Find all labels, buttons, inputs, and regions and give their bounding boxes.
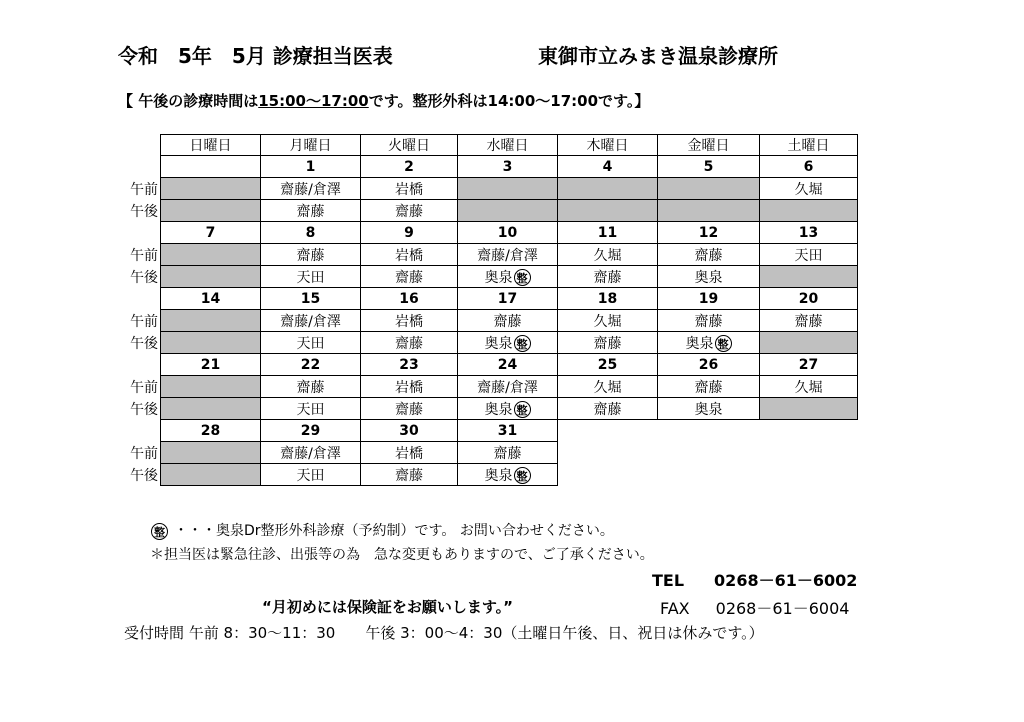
afternoon-hours-note — [118, 90, 649, 111]
fax-number: 0268－61－6004 — [715, 599, 850, 618]
doctor-cell — [261, 376, 361, 398]
doctor-cell — [361, 398, 458, 420]
date-cell: 15 — [261, 288, 361, 310]
orthopedic-marker-icon: 整 — [514, 467, 531, 484]
date-cell: 4 — [558, 156, 658, 178]
weekday-header: 日曜日 — [161, 135, 261, 156]
doctor-name: 齋藤 — [395, 467, 423, 484]
pm-label: 午後 — [130, 269, 158, 286]
date-cell: 10 — [458, 222, 558, 244]
doctor-cell — [658, 178, 760, 200]
pm-row — [116, 398, 858, 420]
date-cell: 7 — [161, 222, 261, 244]
doctor-cell — [261, 200, 361, 222]
doctor-name: 齋藤 — [593, 401, 622, 418]
date-cell: 19 — [658, 288, 760, 310]
weekday-header: 火曜日 — [361, 135, 458, 156]
date-cell: 2 — [361, 156, 458, 178]
doctor-name: 齋藤 — [493, 445, 522, 462]
empty-cell — [558, 464, 658, 486]
doctor-cell — [458, 310, 558, 332]
doctor-cell — [658, 244, 760, 266]
orthopedic-marker-icon: 整 — [151, 523, 168, 540]
insurance-card-note: “月初めには保険証をお願いします。” — [262, 598, 514, 616]
empty-cell — [658, 442, 760, 464]
pm-label: 午後 — [130, 467, 158, 484]
pm-label: 午後 — [130, 203, 158, 220]
doctor-name: 天田 — [296, 335, 325, 352]
date-cell: 12 — [658, 222, 760, 244]
doctor-name: 奥泉 — [484, 401, 513, 418]
date-row-spacer — [116, 222, 161, 244]
pm-label: 午後 — [130, 335, 158, 352]
doctor-name: 天田 — [296, 269, 325, 286]
doctor-cell — [760, 398, 858, 420]
doctor-name: 久堀 — [794, 379, 823, 396]
empty-cell — [658, 420, 760, 442]
weekday-header: 木曜日 — [558, 135, 658, 156]
doctor-cell — [161, 266, 261, 288]
doctor-cell — [161, 178, 261, 200]
am-label: 午前 — [130, 247, 158, 264]
reception-hours: 受付時間 午前 8：30～11：30 午後 3：00～4：30（土曜日午後、日、祝日は休みです。） — [124, 624, 764, 642]
pm-row — [116, 332, 858, 354]
doctor-name: 齋藤 — [694, 379, 723, 396]
doctor-cell — [261, 464, 361, 486]
doctor-cell — [161, 244, 261, 266]
doctor-name: 天田 — [296, 467, 325, 484]
doctor-cell — [361, 332, 458, 354]
doctor-name: 奥泉 — [484, 467, 513, 484]
date-cell: 26 — [658, 354, 760, 376]
doctor-name: 齋藤/倉澤 — [280, 181, 341, 198]
doctor-name: 齋藤 — [296, 203, 325, 220]
doctor-cell — [161, 200, 261, 222]
doctor-name: 岩橋 — [395, 247, 423, 264]
date-cell: 30 — [361, 420, 458, 442]
doctor-cell — [760, 310, 858, 332]
doctor-cell — [658, 200, 760, 222]
empty-cell — [760, 442, 858, 464]
doctor-cell — [558, 376, 658, 398]
schedule-table — [116, 134, 858, 486]
am-label: 午前 — [130, 313, 158, 330]
doctor-cell — [558, 178, 658, 200]
empty-cell — [658, 464, 760, 486]
doctor-name: 齋藤/倉澤 — [477, 247, 538, 264]
doctor-cell — [760, 244, 858, 266]
am-row — [116, 178, 858, 200]
doctor-cell — [261, 398, 361, 420]
orthopedic-marker-icon: 整 — [514, 269, 531, 286]
doctor-cell — [558, 200, 658, 222]
date-cell: 31 — [458, 420, 558, 442]
doctor-cell — [558, 266, 658, 288]
date-cell: 29 — [261, 420, 361, 442]
am-label: 午前 — [130, 379, 158, 396]
date-cell: 8 — [261, 222, 361, 244]
doctor-name: 天田 — [296, 401, 325, 418]
hours-prefix: 【 午後の診療時間は — [118, 92, 259, 110]
date-cell: 27 — [760, 354, 858, 376]
doctor-cell — [261, 332, 361, 354]
date-cell: 1 — [261, 156, 361, 178]
doctor-name: 齋藤 — [296, 247, 325, 264]
empty-cell — [558, 420, 658, 442]
doctor-cell — [161, 310, 261, 332]
doctor-cell — [261, 266, 361, 288]
doctor-cell — [361, 200, 458, 222]
doctor-cell — [161, 376, 261, 398]
doctor-cell — [558, 244, 658, 266]
empty-cell — [760, 464, 858, 486]
weekday-header: 水曜日 — [458, 135, 558, 156]
doctor-cell — [658, 398, 760, 420]
orthopedic-marker-icon: 整 — [514, 401, 531, 418]
tel-number: 0268－61－6002 — [714, 571, 858, 590]
header-spacer — [116, 135, 161, 156]
doctor-name: 久堀 — [593, 247, 622, 264]
date-row — [116, 420, 858, 442]
weekday-header: 金曜日 — [658, 135, 760, 156]
change-notice: ＊担当医は緊急往診、出張等の為 急な変更もありますので、ご了承ください。 — [150, 547, 654, 563]
doctor-name: 久堀 — [794, 181, 823, 198]
pm-row — [116, 464, 858, 486]
doctor-cell — [458, 266, 558, 288]
doctor-cell — [760, 200, 858, 222]
doctor-name: 奥泉 — [685, 335, 714, 352]
date-cell: 17 — [458, 288, 558, 310]
hours-suffix: です。整形外科は14:00～17:00です。】 — [368, 92, 650, 110]
doctor-name: 齋藤 — [296, 379, 325, 396]
am-label: 午前 — [130, 445, 158, 462]
doctor-cell — [760, 332, 858, 354]
doctor-cell — [658, 310, 760, 332]
am-label: 午前 — [130, 181, 158, 198]
doctor-name: 齋藤/倉澤 — [280, 313, 341, 330]
date-cell: 25 — [558, 354, 658, 376]
orthopedic-marker-icon: 整 — [514, 335, 531, 352]
doctor-name: 天田 — [794, 247, 823, 264]
empty-cell — [760, 420, 858, 442]
date-cell: 23 — [361, 354, 458, 376]
doctor-cell — [261, 442, 361, 464]
tel-line — [652, 568, 857, 591]
doctor-name: 岩橋 — [395, 445, 423, 462]
date-cell: 14 — [161, 288, 261, 310]
doctor-cell — [361, 244, 458, 266]
doctor-cell — [458, 244, 558, 266]
doctor-name: 奥泉 — [694, 269, 723, 286]
date-cell: 18 — [558, 288, 658, 310]
pm-row — [116, 200, 858, 222]
doctor-cell — [760, 178, 858, 200]
doctor-cell — [658, 376, 760, 398]
doctor-cell — [161, 398, 261, 420]
date-row-spacer — [116, 354, 161, 376]
doctor-cell — [458, 464, 558, 486]
doctor-cell — [458, 376, 558, 398]
date-row — [116, 354, 858, 376]
date-cell: 3 — [458, 156, 558, 178]
doctor-cell — [361, 266, 458, 288]
doctor-name: 久堀 — [593, 379, 622, 396]
fax-line — [660, 596, 849, 619]
date-row-spacer — [116, 288, 161, 310]
doctor-cell — [261, 244, 361, 266]
weekday-header-row — [116, 135, 858, 156]
doctor-name: 岩橋 — [395, 181, 423, 198]
doctor-name: 齋藤 — [694, 313, 723, 330]
am-row — [116, 310, 858, 332]
doctor-cell — [361, 442, 458, 464]
doctor-name: 奥泉 — [484, 335, 513, 352]
date-cell: 9 — [361, 222, 458, 244]
date-cell — [161, 156, 261, 178]
doctor-cell — [558, 398, 658, 420]
weekday-header: 月曜日 — [261, 135, 361, 156]
orthopedic-marker-icon: 整 — [715, 335, 732, 352]
doctor-name: 齋藤 — [593, 269, 622, 286]
doctor-cell — [458, 178, 558, 200]
doctor-cell — [161, 442, 261, 464]
date-cell: 13 — [760, 222, 858, 244]
date-row — [116, 288, 858, 310]
doctor-name: 齋藤 — [395, 203, 423, 220]
date-cell: 5 — [658, 156, 760, 178]
tel-label: TEL — [652, 571, 685, 590]
date-cell: 20 — [760, 288, 858, 310]
doctor-cell — [261, 310, 361, 332]
am-row — [116, 442, 858, 464]
doctor-name: 齋藤/倉澤 — [477, 379, 538, 396]
doctor-cell — [361, 178, 458, 200]
doctor-cell — [760, 376, 858, 398]
doctor-name: 齋藤 — [395, 269, 423, 286]
empty-cell — [558, 442, 658, 464]
doctor-name: 齋藤 — [694, 247, 723, 264]
am-row — [116, 244, 858, 266]
doctor-cell — [658, 266, 760, 288]
doctor-cell — [261, 178, 361, 200]
date-cell: 22 — [261, 354, 361, 376]
doctor-cell — [458, 398, 558, 420]
date-cell: 28 — [161, 420, 261, 442]
doctor-name: 齋藤 — [794, 313, 823, 330]
legend — [150, 520, 614, 540]
fax-label: FAX — [660, 599, 690, 618]
doctor-name: 齋藤 — [395, 335, 423, 352]
doctor-name: 齋藤/倉澤 — [280, 445, 341, 462]
doctor-cell — [361, 376, 458, 398]
clinic-name: 東御市立みまき温泉診療所 — [538, 44, 778, 68]
document-title: 令和 5年 5月 診療担当医表 — [118, 44, 393, 68]
doctor-name: 久堀 — [593, 313, 622, 330]
doctor-name: 奥泉 — [694, 401, 723, 418]
date-cell: 6 — [760, 156, 858, 178]
doctor-cell — [558, 310, 658, 332]
weekday-header: 土曜日 — [760, 135, 858, 156]
doctor-name: 齋藤 — [593, 335, 622, 352]
pm-label: 午後 — [130, 401, 158, 418]
am-row — [116, 376, 858, 398]
date-cell: 21 — [161, 354, 261, 376]
doctor-name: 岩橋 — [395, 379, 423, 396]
date-row-spacer — [116, 156, 161, 178]
date-row-spacer — [116, 420, 161, 442]
date-cell: 24 — [458, 354, 558, 376]
date-row — [116, 156, 858, 178]
doctor-cell — [658, 332, 760, 354]
doctor-cell — [760, 266, 858, 288]
doctor-cell — [361, 310, 458, 332]
date-row — [116, 222, 858, 244]
doctor-name: 岩橋 — [395, 313, 423, 330]
doctor-cell — [161, 464, 261, 486]
doctor-name: 齋藤 — [493, 313, 522, 330]
doctor-cell — [161, 332, 261, 354]
doctor-cell — [558, 332, 658, 354]
doctor-name: 齋藤 — [395, 401, 423, 418]
doctor-name: 奥泉 — [484, 269, 513, 286]
doctor-cell — [458, 200, 558, 222]
hours-underlined: 15:00～17:00 — [258, 92, 369, 110]
doctor-cell — [458, 442, 558, 464]
date-cell: 11 — [558, 222, 658, 244]
doctor-cell — [361, 464, 458, 486]
pm-row — [116, 266, 858, 288]
date-cell: 16 — [361, 288, 458, 310]
doctor-cell — [458, 332, 558, 354]
legend-text: ・・・奥泉Dr整形外科診療（予約制）です。 お問い合わせください。 — [174, 523, 614, 539]
